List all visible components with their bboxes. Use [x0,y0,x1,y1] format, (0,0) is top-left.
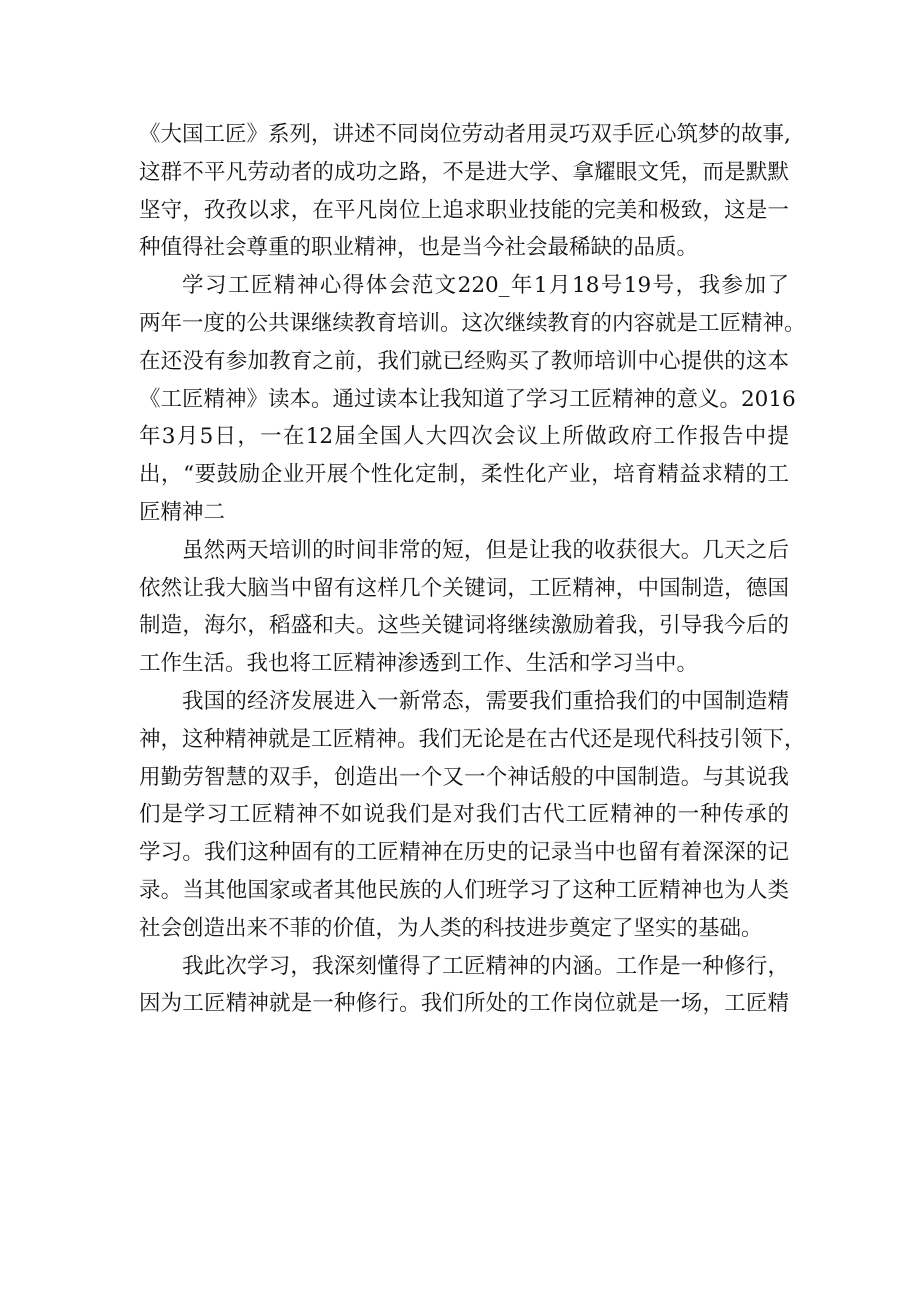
text-line: 们是学习工匠精神不如说我们是对我们古代工匠精神的一种传承的 [139,802,789,828]
text-line: 虽然两天培训的时间非常的短，但是让我的收获很大。几天之后 [182,537,789,563]
text-line: 学习工匠精神心得体会范文220_年1月18号19号，我参加了 [182,273,789,299]
text-line: 制造，海尔，稻盛和夫。这些关键词将继续激励着我，引导我今后的 [139,613,789,639]
paragraph [139,267,806,532]
text-line: 社会创造出来不菲的价值，为人类的科技进步奠定了坚实的基础。 [139,915,763,941]
text-line: 用勤劳智慧的双手，创造出一个又一个神话般的中国制造。与其说我 [139,764,789,790]
text-line: 在还没有参加教育之前，我们就已经购买了教师培训中心提供的这本 [139,348,789,374]
text-line: 因为工匠精神就是一种修行。我们所处的工作岗位就是一场，工匠精 [139,991,789,1017]
text-line: 录。当其他国家或者其他民族的人们班学习了这种工匠精神也为人类 [139,877,789,903]
text-line: 学习。我们这种固有的工匠精神在历史的记录当中也留有着深深的记 [139,840,789,866]
paragraph [139,532,789,683]
text-line: 两年一度的公共课继续教育培训。这次继续教育的内容就是工匠精神。 [139,310,806,336]
paragraph [139,948,789,1024]
text-line: 种值得社会尊重的职业精神，也是当今社会最稀缺的品质。 [139,235,699,261]
paragraph [139,116,789,267]
text-line: 年3月5日，一在12届全国人大四次会议上所做政府工作报告中提 [139,424,789,450]
text-line: 依然让我大脑当中留有这样几个关键词，工匠精神，中国制造，德国 [139,575,789,601]
text-line: 《大国工匠》系列，讲述不同岗位劳动者用灵巧双手匠心筑梦的故事, [139,122,791,147]
text-line: 匠精神二 [139,499,226,525]
text-line: 出，“要鼓励企业开展个性化定制，柔性化产业，培育精益求精的工 [139,462,789,488]
text-line: 这群不平凡劳动者的成功之路，不是进大学、拿耀眼文凭，而是默默 [139,159,789,185]
text-line: 坚守，孜孜以求，在平凡岗位上追求职业技能的完美和极致，这是一 [139,197,789,223]
text-line: 工作生活。我也将工匠精神渗透到工作、生活和学习当中。 [139,651,699,677]
text-line: 神，这种精神就是工匠精神。我们无论是在古代还是现代科技引领下， [139,726,806,752]
document-body [139,116,806,1023]
text-line: 《工匠精神》读本。通过读本让我知道了学习工匠精神的意义。2016 [139,386,796,412]
text-line: 我国的经济发展进入一新常态，需要我们重拾我们的中国制造精 [182,688,789,714]
text-line: 我此次学习，我深刻懂得了工匠精神的内涵。工作是一种修行， [182,953,789,979]
paragraph [139,683,806,948]
